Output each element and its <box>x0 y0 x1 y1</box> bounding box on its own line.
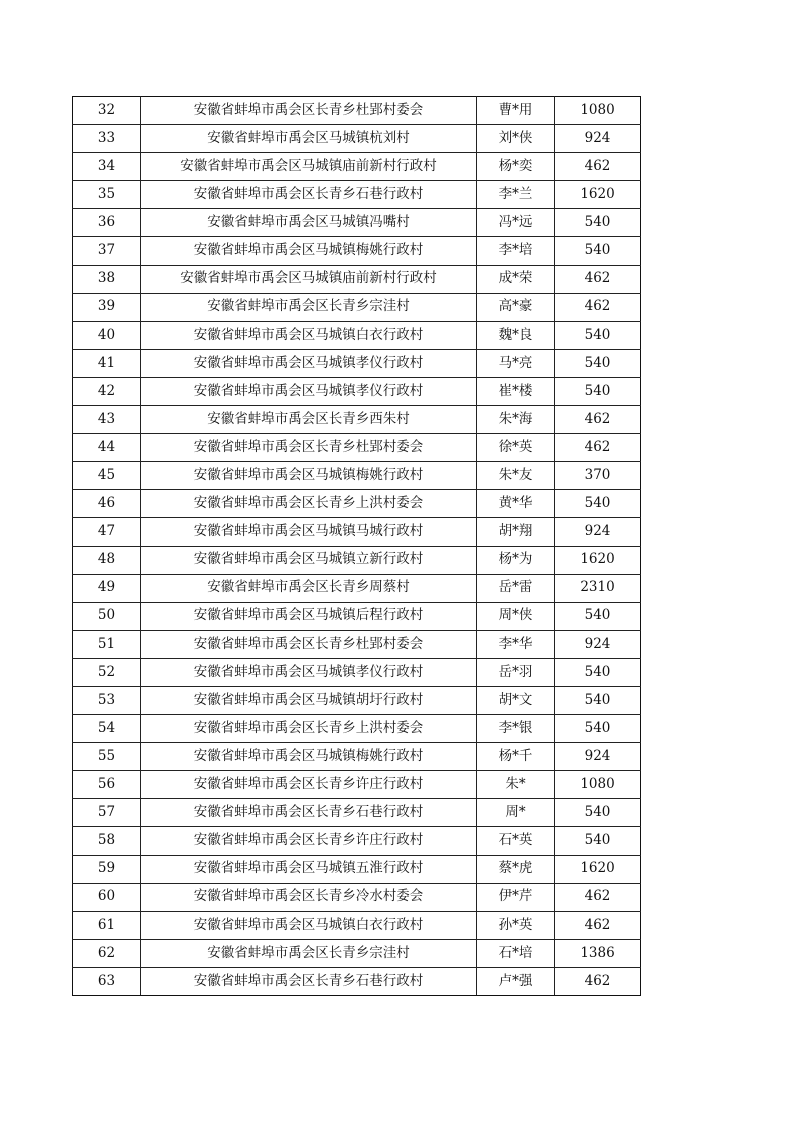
row-name: 魏*良 <box>477 321 555 349</box>
row-address: 安徽省蚌埠市禹会区马城镇立新行政村 <box>141 546 477 574</box>
row-name: 胡*翔 <box>477 518 555 546</box>
row-amount: 462 <box>555 434 641 462</box>
row-number: 41 <box>73 349 141 377</box>
row-amount: 462 <box>555 406 641 434</box>
row-name: 曹*用 <box>477 97 555 125</box>
row-amount: 540 <box>555 321 641 349</box>
row-number: 63 <box>73 967 141 995</box>
row-amount: 540 <box>555 490 641 518</box>
row-amount: 540 <box>555 827 641 855</box>
row-number: 43 <box>73 406 141 434</box>
row-number: 56 <box>73 771 141 799</box>
row-number: 59 <box>73 855 141 883</box>
row-address: 安徽省蚌埠市禹会区马城镇冯嘴村 <box>141 209 477 237</box>
table-row <box>73 799 641 827</box>
table-row <box>73 237 641 265</box>
table-row <box>73 349 641 377</box>
row-amount: 540 <box>555 715 641 743</box>
table-row <box>73 462 641 490</box>
row-name: 伊*芹 <box>477 883 555 911</box>
row-name: 成*荣 <box>477 265 555 293</box>
row-address: 安徽省蚌埠市禹会区长青乡石巷行政村 <box>141 799 477 827</box>
row-number: 52 <box>73 658 141 686</box>
row-amount: 540 <box>555 686 641 714</box>
row-number: 51 <box>73 630 141 658</box>
row-amount: 2310 <box>555 574 641 602</box>
row-name: 朱*海 <box>477 406 555 434</box>
table-row <box>73 939 641 967</box>
row-address: 安徽省蚌埠市禹会区长青乡冷水村委会 <box>141 883 477 911</box>
row-number: 42 <box>73 377 141 405</box>
row-name: 崔*楼 <box>477 377 555 405</box>
row-number: 53 <box>73 686 141 714</box>
row-name: 周* <box>477 799 555 827</box>
row-amount: 540 <box>555 349 641 377</box>
table-row <box>73 153 641 181</box>
table-row <box>73 406 641 434</box>
row-number: 62 <box>73 939 141 967</box>
table-row <box>73 321 641 349</box>
row-number: 40 <box>73 321 141 349</box>
table-row <box>73 743 641 771</box>
row-name: 李*银 <box>477 715 555 743</box>
table-row <box>73 293 641 321</box>
row-amount: 540 <box>555 209 641 237</box>
row-name: 石*培 <box>477 939 555 967</box>
row-name: 马*亮 <box>477 349 555 377</box>
row-address: 安徽省蚌埠市禹会区马城镇杭刘村 <box>141 125 477 153</box>
row-name: 徐*英 <box>477 434 555 462</box>
row-name: 冯*远 <box>477 209 555 237</box>
row-name: 岳*羽 <box>477 658 555 686</box>
row-name: 李*华 <box>477 630 555 658</box>
row-number: 60 <box>73 883 141 911</box>
row-address: 安徽省蚌埠市禹会区马城镇庙前新村行政村 <box>141 265 477 293</box>
row-name: 杨*为 <box>477 546 555 574</box>
row-address: 安徽省蚌埠市禹会区长青乡上洪村委会 <box>141 715 477 743</box>
row-address: 安徽省蚌埠市禹会区马城镇马城行政村 <box>141 518 477 546</box>
row-number: 50 <box>73 602 141 630</box>
row-number: 55 <box>73 743 141 771</box>
row-amount: 540 <box>555 377 641 405</box>
table-row <box>73 181 641 209</box>
row-number: 36 <box>73 209 141 237</box>
row-name: 李*兰 <box>477 181 555 209</box>
row-address: 安徽省蚌埠市禹会区马城镇孝仪行政村 <box>141 658 477 686</box>
table-row <box>73 911 641 939</box>
row-number: 39 <box>73 293 141 321</box>
row-amount: 1620 <box>555 181 641 209</box>
row-amount: 462 <box>555 293 641 321</box>
table-row <box>73 574 641 602</box>
row-number: 34 <box>73 153 141 181</box>
row-number: 38 <box>73 265 141 293</box>
row-name: 石*英 <box>477 827 555 855</box>
row-address: 安徽省蚌埠市禹会区长青乡许庄行政村 <box>141 827 477 855</box>
table-row <box>73 855 641 883</box>
row-address: 安徽省蚌埠市禹会区长青乡宗洼村 <box>141 293 477 321</box>
row-amount: 1620 <box>555 855 641 883</box>
row-amount: 924 <box>555 518 641 546</box>
table-row <box>73 97 641 125</box>
table-row <box>73 490 641 518</box>
row-amount: 540 <box>555 602 641 630</box>
row-address: 安徽省蚌埠市禹会区长青乡石巷行政村 <box>141 967 477 995</box>
row-address: 安徽省蚌埠市禹会区马城镇白衣行政村 <box>141 911 477 939</box>
row-number: 46 <box>73 490 141 518</box>
row-name: 蔡*虎 <box>477 855 555 883</box>
row-amount: 1080 <box>555 771 641 799</box>
row-address: 安徽省蚌埠市禹会区长青乡石巷行政村 <box>141 181 477 209</box>
row-name: 胡*文 <box>477 686 555 714</box>
row-address: 安徽省蚌埠市禹会区马城镇梅姚行政村 <box>141 743 477 771</box>
row-address: 安徽省蚌埠市禹会区马城镇庙前新村行政村 <box>141 153 477 181</box>
row-name: 刘*侠 <box>477 125 555 153</box>
row-name: 李*培 <box>477 237 555 265</box>
row-address: 安徽省蚌埠市禹会区长青乡杜郢村委会 <box>141 434 477 462</box>
row-amount: 540 <box>555 237 641 265</box>
row-address: 安徽省蚌埠市禹会区长青乡宗洼村 <box>141 939 477 967</box>
table-row <box>73 658 641 686</box>
row-address: 安徽省蚌埠市禹会区长青乡许庄行政村 <box>141 771 477 799</box>
row-name: 朱* <box>477 771 555 799</box>
roster-table-body <box>73 97 641 996</box>
table-row <box>73 715 641 743</box>
row-address: 安徽省蚌埠市禹会区马城镇梅姚行政村 <box>141 237 477 265</box>
row-address: 安徽省蚌埠市禹会区长青乡周蔡村 <box>141 574 477 602</box>
row-number: 45 <box>73 462 141 490</box>
table-row <box>73 967 641 995</box>
table-row <box>73 771 641 799</box>
row-address: 安徽省蚌埠市禹会区马城镇孝仪行政村 <box>141 349 477 377</box>
row-number: 44 <box>73 434 141 462</box>
row-amount: 540 <box>555 658 641 686</box>
row-number: 54 <box>73 715 141 743</box>
table-row <box>73 125 641 153</box>
row-amount: 462 <box>555 911 641 939</box>
row-name: 周*侠 <box>477 602 555 630</box>
row-number: 57 <box>73 799 141 827</box>
row-number: 61 <box>73 911 141 939</box>
table-row <box>73 686 641 714</box>
row-name: 岳*雷 <box>477 574 555 602</box>
row-name: 杨*千 <box>477 743 555 771</box>
row-name: 孙*英 <box>477 911 555 939</box>
row-address: 安徽省蚌埠市禹会区长青乡上洪村委会 <box>141 490 477 518</box>
table-row <box>73 602 641 630</box>
table-row <box>73 209 641 237</box>
row-number: 48 <box>73 546 141 574</box>
row-amount: 462 <box>555 967 641 995</box>
row-amount: 462 <box>555 153 641 181</box>
row-number: 33 <box>73 125 141 153</box>
table-row <box>73 434 641 462</box>
row-name: 高*豪 <box>477 293 555 321</box>
row-amount: 1620 <box>555 546 641 574</box>
row-name: 杨*奕 <box>477 153 555 181</box>
row-number: 35 <box>73 181 141 209</box>
row-name: 朱*友 <box>477 462 555 490</box>
row-number: 49 <box>73 574 141 602</box>
row-number: 32 <box>73 97 141 125</box>
table-row <box>73 827 641 855</box>
row-number: 47 <box>73 518 141 546</box>
row-name: 卢*强 <box>477 967 555 995</box>
row-amount: 924 <box>555 125 641 153</box>
row-number: 58 <box>73 827 141 855</box>
row-address: 安徽省蚌埠市禹会区马城镇孝仪行政村 <box>141 377 477 405</box>
row-amount: 462 <box>555 883 641 911</box>
table-row <box>73 546 641 574</box>
row-address: 安徽省蚌埠市禹会区长青乡西朱村 <box>141 406 477 434</box>
table-row <box>73 630 641 658</box>
row-number: 37 <box>73 237 141 265</box>
table-row <box>73 377 641 405</box>
row-address: 安徽省蚌埠市禹会区马城镇梅姚行政村 <box>141 462 477 490</box>
row-address: 安徽省蚌埠市禹会区马城镇白衣行政村 <box>141 321 477 349</box>
row-address: 安徽省蚌埠市禹会区马城镇后程行政村 <box>141 602 477 630</box>
row-amount: 1386 <box>555 939 641 967</box>
row-address: 安徽省蚌埠市禹会区马城镇胡圩行政村 <box>141 686 477 714</box>
row-amount: 924 <box>555 743 641 771</box>
row-amount: 924 <box>555 630 641 658</box>
row-amount: 462 <box>555 265 641 293</box>
row-amount: 1080 <box>555 97 641 125</box>
row-address: 安徽省蚌埠市禹会区马城镇五淮行政村 <box>141 855 477 883</box>
table-row <box>73 883 641 911</box>
table-row <box>73 265 641 293</box>
roster-table <box>72 96 641 996</box>
row-address: 安徽省蚌埠市禹会区长青乡杜郢村委会 <box>141 630 477 658</box>
row-amount: 370 <box>555 462 641 490</box>
row-address: 安徽省蚌埠市禹会区长青乡杜郢村委会 <box>141 97 477 125</box>
row-name: 黄*华 <box>477 490 555 518</box>
table-row <box>73 518 641 546</box>
row-amount: 540 <box>555 799 641 827</box>
